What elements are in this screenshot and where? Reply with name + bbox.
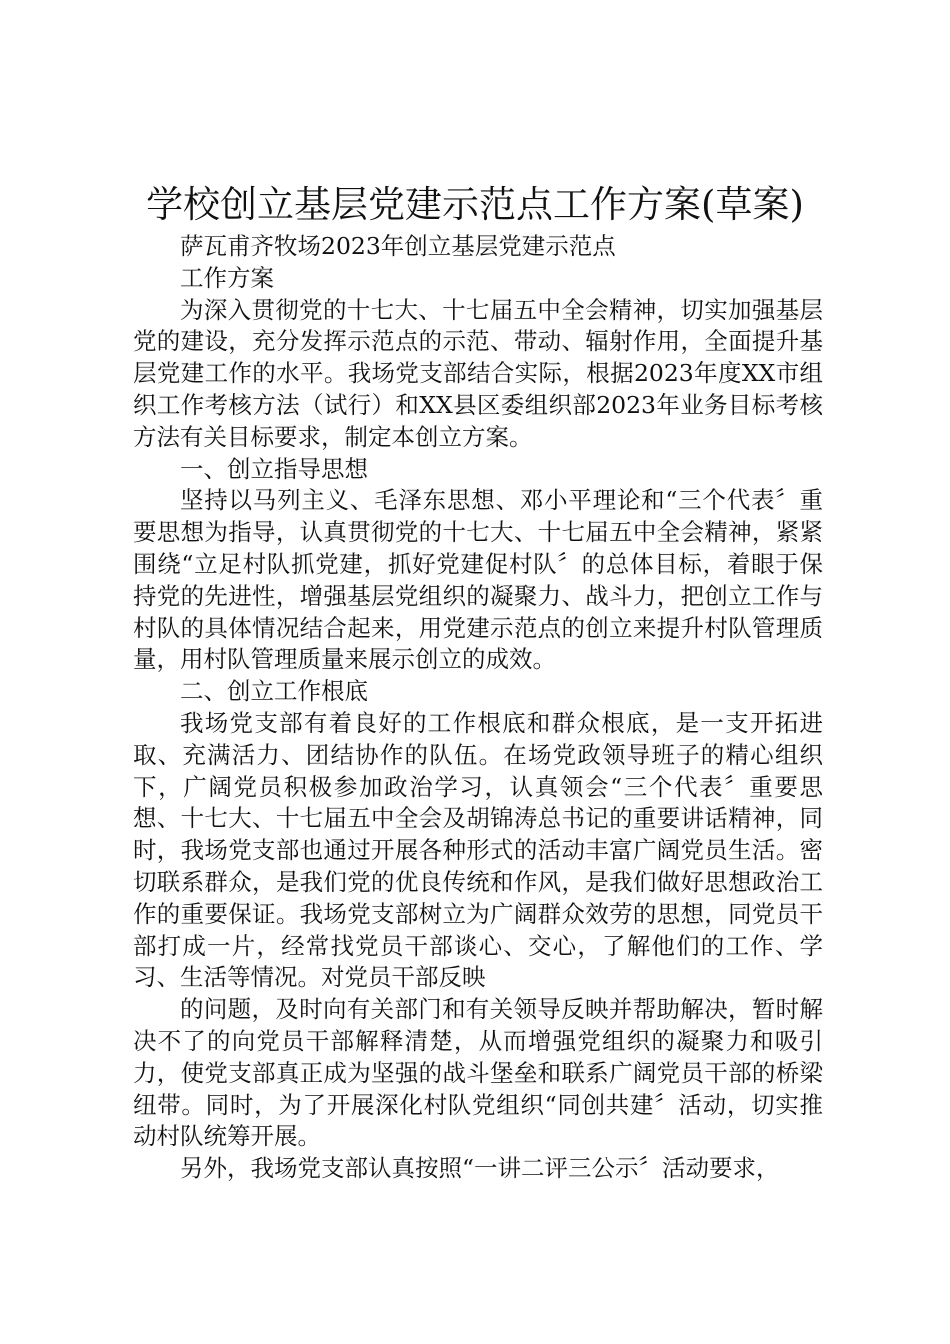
section-heading: 一、创立指导思想 — [180, 454, 368, 483]
document-title: 学校创立基层党建示范点工作方案(草案) — [146, 183, 804, 226]
paragraph: 的问题，及时向有关部门和有关领导反映并帮助解决，暂时解决不了的向党员干部解释清楚，从而增强党组织的凝聚力和吸引力，使党支部真正成为坚强的战斗堡垒和联系广阔党员干部的桥梁纽带。同时，为了开展深化村队党组织“同创共建〞活动，切实推动村队统筹开展。 — [133, 995, 823, 1151]
paragraph: 另外，我场党支部认真按照“一讲二评三公示〞活动要求， — [180, 1154, 780, 1183]
subtitle-line: 萨瓦甫齐牧场2023年创立基层党建示范点 — [180, 232, 616, 260]
paragraph: 我场党支部有着良好的工作根底和群众根底，是一支开拓进取、充满活力、团结协作的队伍。在场党政领导班子的精心组织下，广阔党员积极参加政治学习，认真领会“三个代表〞重要思想、十七大、十七届五中全会及胡锦涛总书记的重要讲话精神，同时，我场党支部也通过开展各种形式的活动丰富广阔党员生活。密切联系群众，是我们党的优良传统和作风，是我们做好思想政治工作的重要保证。我场党支部树立为广阔群众效劳的思想，同党员干部打成一片，经常找党员干部谈心、交心，了解他们的工作、学习、生活等情况。对党员干部反映 — [133, 708, 823, 992]
section-heading: 二、创立工作根底 — [180, 677, 368, 706]
paragraph: 为深入贯彻党的十七大、十七届五中全会精神，切实加强基层党的建设，充分发挥示范点的示范、带动、辐射作用，全面提升基层党建工作的水平。我场党支部结合实际，根据2023年度XX市组织工作考核方法（试行）和XX县区委组织部2023年业务目标考核方法有关目标要求，制定本创立方案。 — [133, 295, 823, 451]
paragraph: 坚持以马列主义、毛泽东思想、邓小平理论和“三个代表〞重要思想为指导，认真贯彻党的十七大、十七届五中全会精神，紧紧围绕“立足村队抓党建，抓好党建促村队〞的总体目标，着眼于保持党的先进性，增强基层党组织的凝聚力、战斗力，把创立工作与村队的具体情况结合起来，用党建示范点的创立来提升村队管理质量，用村队管理质量来展示创立的成效。 — [133, 486, 823, 674]
document-body — [133, 231, 823, 1185]
subtitle-line: 工作方案 — [180, 263, 274, 292]
